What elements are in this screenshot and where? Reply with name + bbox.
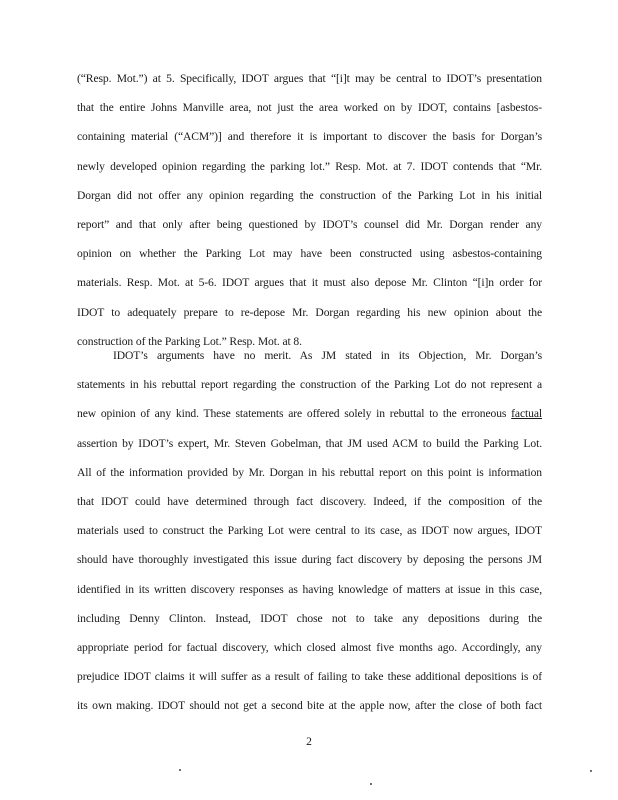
paragraph-1-line: construction of the Parking Lot.” Resp. Mot. at 8. [77, 334, 302, 348]
scan-speck [590, 770, 592, 772]
paragraph-1-line: IDOT to adequately prepare to re-depose Mr. Dorgan regarding his new opinion about the [77, 305, 542, 319]
paragraph-2-line-text: new opinion of any kind. These statements are offered solely in rebuttal to the erroneous [77, 407, 512, 421]
paragraph-2-line: prejudice IDOT claims it will suffer as a result of failing to take these additional depositions is of [77, 670, 542, 684]
paragraph-2 [77, 341, 542, 721]
paragraph-1-line: (“Resp. Mot.”) at 5. Specifically, IDOT argues that “[i]t may be central to IDOT’s presentation [77, 72, 542, 85]
paragraph-1 [77, 64, 542, 356]
paragraph-1-line: containing material (“ACM”)] and therefore it is important to discover the basis for Dorgan’s [77, 130, 542, 144]
paragraph-2-line: including Denny Clinton. Instead, IDOT chose not to take any depositions during the [77, 611, 542, 625]
paragraph-2-line: materials used to construct the Parking Lot were central to its case, as IDOT now argues, IDOT [77, 524, 542, 538]
paragraph-1-line: Dorgan did not offer any opinion regarding the construction of the Parking Lot in his initial [77, 188, 542, 202]
paragraph-2-line: All of the information provided by Mr. Dorgan in his rebuttal report on this point is information [77, 465, 542, 479]
page-number: 2 [306, 735, 312, 748]
paragraph-2-line [77, 399, 542, 428]
paragraph-2-line: statements in his rebuttal report regarding the construction of the Parking Lot do not represent a [77, 378, 542, 392]
scan-speck [179, 769, 181, 771]
paragraph-1-line: materials. Resp. Mot. at 5-6. IDOT argues that it must also depose Mr. Clinton “[i]n order for [77, 276, 542, 290]
underlined-word-factual: factual [511, 407, 542, 421]
paragraph-2-line: IDOT’s arguments have no merit. As JM stated in its Objection, Mr. Dorgan’s [113, 349, 542, 362]
paragraph-1-line: report” and that only after being questioned by IDOT’s counsel did Mr. Dorgan render any [77, 218, 542, 232]
paragraph-1-line: opinion on whether the Parking Lot may have been constructed using asbestos-containing [77, 247, 542, 261]
paragraph-2-line: its own making. IDOT should not get a second bite at the apple now, after the close of both fact [77, 699, 542, 713]
scan-speck [370, 783, 372, 785]
paragraph-2-line: identified in its written discovery responses as having knowledge of matters at issue in this case, [77, 582, 542, 596]
paragraph-2-line: appropriate period for factual discovery, which closed almost five months ago. Accordingly, any [77, 641, 542, 655]
paragraph-2-line: should have thoroughly investigated this issue during fact discovery by deposing the persons JM [77, 553, 542, 567]
paragraph-2-line: assertion by IDOT’s expert, Mr. Steven Gobelman, that JM used ACM to build the Parking Lot. [77, 436, 542, 450]
paragraph-1-line: newly developed opinion regarding the parking lot.” Resp. Mot. at 7. IDOT contends that “Mr. [77, 159, 542, 173]
paragraph-1-line: that the entire Johns Manville area, not just the area worked on by IDOT, contains [asbestos- [77, 101, 542, 115]
paragraph-2-line: that IDOT could have determined through fact discovery. Indeed, if the composition of the [77, 495, 542, 509]
